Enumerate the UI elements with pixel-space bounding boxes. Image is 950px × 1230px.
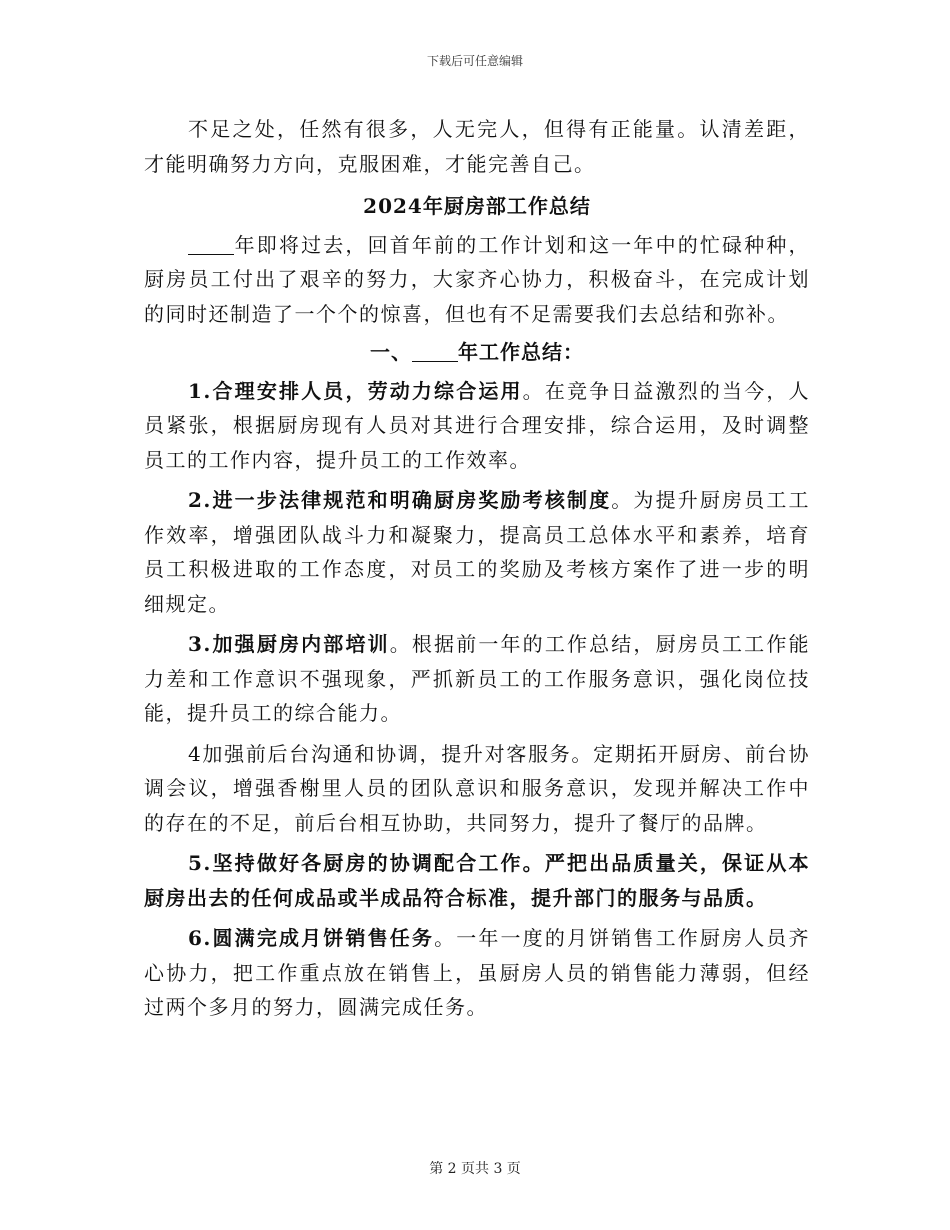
item-text-4: 4加强前后台沟通和协调，提升对客服务。定期拓开厨房、前台协调会议，增强香榭里人员的团队意识和服务意识，发现并解决工作中的存在的不足，前后台相互协助，共同努力，提升了餐厅的品牌。 <box>144 741 810 835</box>
item-paragraph-1 <box>144 374 810 478</box>
item-paragraph-4 <box>144 737 810 841</box>
item-paragraph-2 <box>144 483 810 621</box>
document-title: 2024年厨房部工作总结 <box>363 194 591 218</box>
item-heading-1: 1.合理安排人员，劳动力综合运用 <box>188 378 523 403</box>
item-paragraph-6 <box>144 921 810 1025</box>
item-paragraph-3 <box>144 627 810 731</box>
page-header: 下载后可任意编辑 <box>426 54 523 68</box>
item-heading-6: 6.圆满完成月饼销售任务 <box>188 926 435 950</box>
intro-paragraph: 不足之处，任然有很多，人无完人，但得有正能量。认清差距，才能明确努力方向，克服困难，才能完善自己。 <box>144 117 810 176</box>
item-text-3: 。根据前一年的工作总结，厨房员工工作能力差和工作意识不强现象，严抓新员工的工作服务意识，强化岗位技能，提升员工的综合能力。 <box>144 632 810 725</box>
section-heading <box>144 335 810 370</box>
section-suffix: 年工作总结： <box>458 340 584 364</box>
opening-paragraph <box>144 228 810 332</box>
opening-text: 年即将过去，回首年前的工作计划和这一年中的忙碌种种，厨房员工付出了艰辛的努力，大家齐心协力，积极奋斗，在完成计划的同时还制造了一个个的惊喜，但也有不足需要我们去总结和弥补。 <box>144 232 810 326</box>
item-heading-5: 5.坚持做好各厨房的协调配合工作。严把出品质量关，保证从本厨房出去的任何成品或半成品符合标准，提升部门的服务与品质。 <box>144 851 810 910</box>
item-text-6: 。一年一度的月饼销售工作厨房人员齐心协力，把工作重点放在销售上，虽厨房人员的销售能力薄弱，但经过两个多月的努力，圆满完成任务。 <box>144 926 810 1019</box>
item-paragraph-5 <box>144 846 810 915</box>
section-prefix: 一、 <box>370 340 412 364</box>
item-text-1: 。在竞争日益激烈的当今，人员紧张，根据厨房现有人员对其进行合理安排，综合运用，及时调整员工的工作内容，提升员工的工作效率。 <box>144 378 810 472</box>
section-year-blank <box>412 341 458 362</box>
item-heading-2: 2.进一步法律规范和明确厨房奖励考核制度 <box>188 488 612 512</box>
item-heading-3: 3.加强厨房内部培训 <box>188 632 390 656</box>
document-body <box>144 112 810 1025</box>
page-footer: 第 2 页共 3 页 <box>429 1161 521 1177</box>
item-text-2: 。为提升厨房员工工作效率，增强团队战斗力和凝聚力，提高员工总体水平和素养，培育员工积极进取的工作态度，对员工的奖励及考核方案作了进一步的明细规定。 <box>144 488 810 616</box>
year-blank <box>188 234 234 255</box>
